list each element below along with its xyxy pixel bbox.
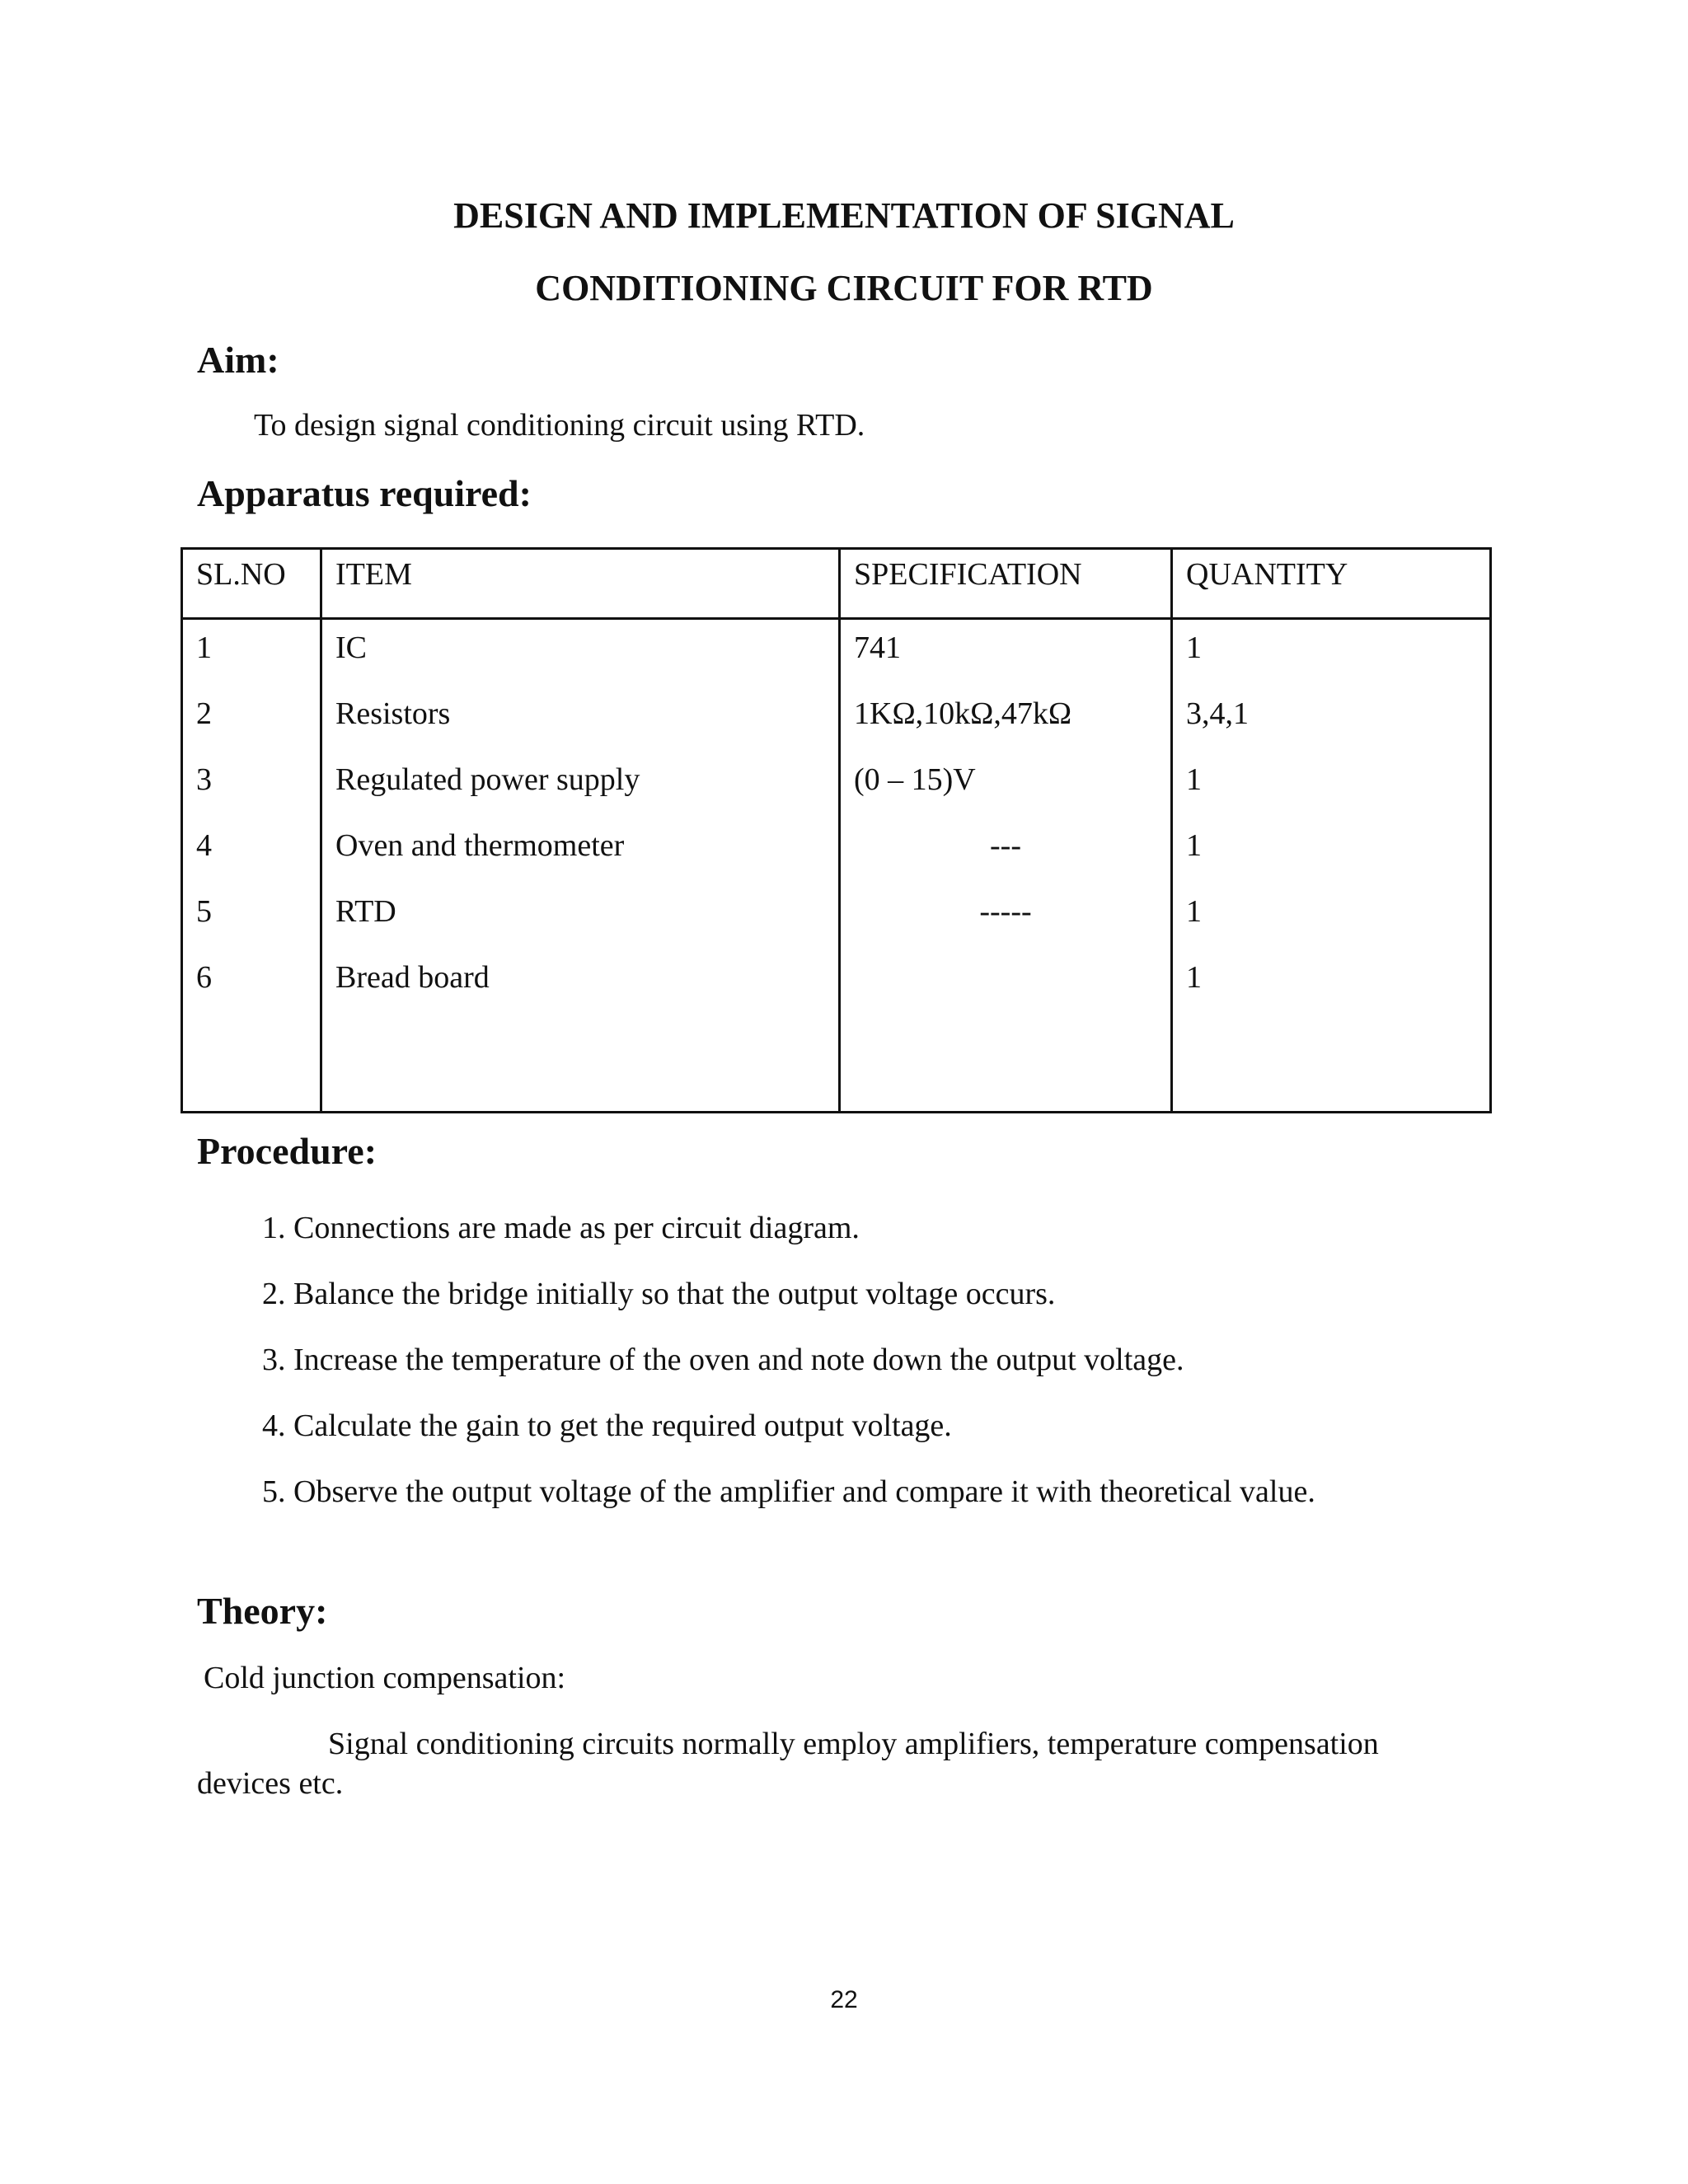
cell-slno: 5 — [182, 893, 321, 959]
cell-slno: 3 — [182, 762, 321, 827]
procedure-step: 4. Calculate the gain to get the required output voltage. — [262, 1408, 952, 1443]
cell-spec: (0 – 15)V — [840, 762, 1172, 827]
theory-paragraph-line2: devices etc. — [197, 1766, 344, 1801]
procedure-heading: Procedure: — [197, 1130, 377, 1172]
cell-qty: 1 — [1172, 762, 1491, 827]
procedure-step: 5. Observe the output voltage of the amplifier and compare it with theoretical value. — [262, 1474, 1315, 1509]
procedure-step: 3. Increase the temperature of the oven and note down the output voltage. — [262, 1343, 1184, 1377]
table-row — [182, 893, 1491, 959]
cell-item: Resistors — [321, 696, 840, 762]
cell-spec: 741 — [840, 619, 1172, 696]
theory-subheading: Cold junction compensation: — [204, 1661, 566, 1695]
cell-item: Oven and thermometer — [321, 827, 840, 893]
cell-qty: 1 — [1172, 619, 1491, 696]
procedure-list — [262, 1205, 1315, 1535]
column-header-quantity: QUANTITY — [1172, 549, 1491, 619]
cell-spec — [840, 959, 1172, 1025]
column-header-specification: SPECIFICATION — [840, 549, 1172, 619]
cell-slno: 1 — [182, 619, 321, 696]
apparatus-table — [181, 547, 1492, 1113]
table-empty-row — [182, 1025, 1491, 1113]
table-row — [182, 762, 1491, 827]
column-header-item: ITEM — [321, 549, 840, 619]
table-row — [182, 696, 1491, 762]
cell-slno: 2 — [182, 696, 321, 762]
cell-spec: ----- — [840, 893, 1172, 959]
cell-qty: 1 — [1172, 827, 1491, 893]
cell-spec: 1KΩ,10kΩ,47kΩ — [840, 696, 1172, 762]
table-row — [182, 959, 1491, 1025]
procedure-step: 1. Connections are made as per circuit diagram. — [262, 1211, 860, 1245]
empty-cell — [1172, 1025, 1491, 1113]
table-row — [182, 619, 1491, 696]
document-title-line2: CONDITIONING CIRCUIT FOR RTD — [535, 268, 1153, 308]
cell-slno: 6 — [182, 959, 321, 1025]
theory-heading: Theory: — [197, 1590, 328, 1632]
cell-item: Bread board — [321, 959, 840, 1025]
column-header-slno: SL.NO — [182, 549, 321, 619]
cell-item: IC — [321, 619, 840, 696]
cell-spec: --- — [840, 827, 1172, 893]
theory-paragraph-line1: Signal conditioning circuits normally employ amplifiers, temperature compensation — [328, 1727, 1379, 1761]
aim-text: To design signal conditioning circuit using RTD. — [254, 408, 865, 443]
page-number: 22 — [830, 1986, 858, 2013]
empty-cell — [182, 1025, 321, 1113]
empty-cell — [840, 1025, 1172, 1113]
cell-slno: 4 — [182, 827, 321, 893]
cell-qty: 3,4,1 — [1172, 696, 1491, 762]
cell-item: Regulated power supply — [321, 762, 840, 827]
table-header-row — [182, 549, 1491, 619]
document-title-line1: DESIGN AND IMPLEMENTATION OF SIGNAL — [453, 195, 1235, 236]
empty-cell — [321, 1025, 840, 1113]
table-row — [182, 827, 1491, 893]
cell-qty: 1 — [1172, 959, 1491, 1025]
apparatus-heading: Apparatus required: — [197, 472, 532, 514]
aim-heading: Aim: — [197, 339, 279, 381]
cell-qty: 1 — [1172, 893, 1491, 959]
cell-item: RTD — [321, 893, 840, 959]
procedure-step: 2. Balance the bridge initially so that the output voltage occurs. — [262, 1277, 1056, 1311]
